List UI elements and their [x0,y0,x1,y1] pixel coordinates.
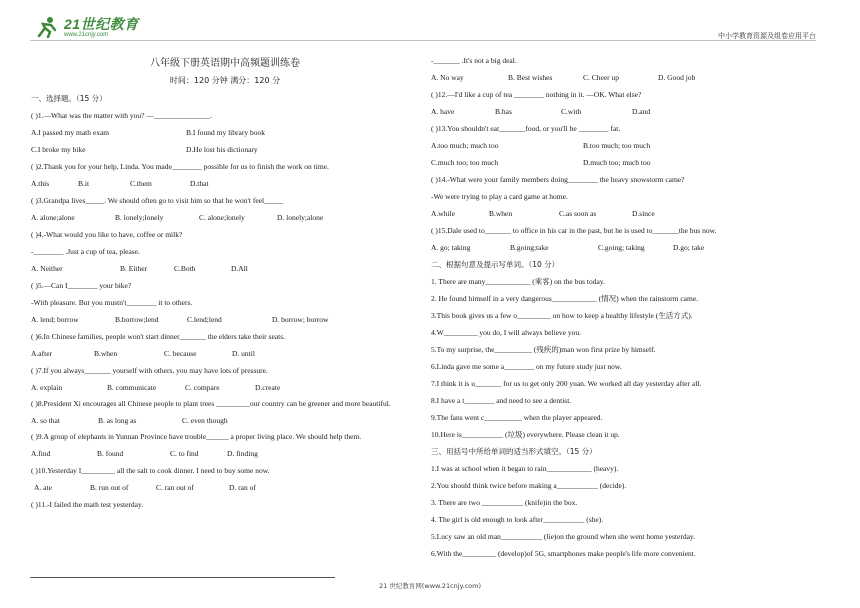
option: D.go; take [673,243,705,252]
option: C. because [164,349,197,358]
option: D.since [632,209,655,218]
option: C. to find [170,449,199,458]
option: C. Cheer up [583,73,620,82]
options [31,141,419,158]
options [431,205,823,222]
options [431,137,823,154]
options [31,209,419,226]
question: ( )6.In Chinese families, people won't start dinner_______ the elders take their seats. [31,332,285,341]
option: D. lonely;alone [277,213,324,222]
fill-item: 9.The fans went c__________ when the player appeared. [431,413,603,422]
option: B. Either [120,264,148,273]
question: ( )11.-I failed the math test yesterday. [31,500,144,509]
fill-item: 2.You should think twice before making a___________ (decide). [431,481,627,490]
question: ( )14.-What were your family members doing________ the heavy snowstorm came? [431,175,685,184]
options [31,260,419,277]
question-reply: -_______ .It's not a big deal. [431,56,517,65]
option: B. run out of [90,483,129,492]
option: B.when [94,349,118,358]
option: B.when [489,209,513,218]
fill-item: 2. He found himself in a very dangerous____________ (情况) when the rainstorm came. [431,294,699,303]
options [31,124,419,141]
option: D.and [632,107,651,116]
option: A. Neither [31,264,63,273]
question-reply: -We were trying to play a card game at home. [431,192,568,201]
option: B.too much; too much [583,141,651,150]
option: C.going; taking [598,243,645,252]
platform-name: 中小学教育资源及组卷应用平台 [718,32,816,40]
option: D.He lost his dictionary [186,145,258,154]
option: A. explain [31,383,63,392]
brand-url: www.21cnjy.com [64,31,109,38]
option: C.much too; too much [431,158,499,167]
option: C. even though [182,416,228,425]
question: ( )4.-What would you like to have, coffee or milk? [31,230,183,239]
brand-name: 21世纪教育 [64,15,139,32]
option: C. ran out of [156,483,194,492]
option: B. Best wishes [508,73,553,82]
options [31,175,419,192]
question: ( )1.—What was the matter with you? —_______________. [31,111,213,120]
fill-item: 4.W_________ you do, I will always believe you. [431,328,581,337]
option: C.with [561,107,582,116]
fill-item: 1.I was at school when it began to rain____________ (heavy). [431,464,619,473]
options [431,69,823,86]
fill-item: 7.I think it is u_______ for us to get only 200 yuan. We worked all day yesterday after all. [431,379,702,388]
fill-item: 5.To my surprise, the__________ (残疾的)man won first prize by himself. [431,345,656,354]
question: ( )7.If you always_______ yourself with others, you may have lots of pressure. [31,366,268,375]
option: C.I broke my bike [31,145,86,154]
option: A. lend; borrow [31,315,79,324]
option: D. finding [227,449,258,458]
question-reply: -________ .Just a cup of tea, please. [31,247,140,256]
footer-text: 21 世纪教育网(www.21cnjy.com) [379,582,481,590]
option: D. ran of [229,483,256,492]
question: ( )15.Dale used to_______ to office in his car in the past, but he is used to_______the bus now. [431,226,717,235]
option: D.create [255,383,281,392]
option: B. found [97,449,124,458]
section-heading: 三、用括号中所给单词的适当形式填空。（15 分） [431,447,597,456]
paper-meta: 时间：120 分钟 满分：120 分 [169,76,281,85]
option: C. compare [185,383,220,392]
option: A.I passed my math exam [31,128,110,137]
fill-item: 6.Linda gave me some a________ on my future study just now. [431,362,622,371]
option: A. ate [34,483,52,492]
option: B. as long as [98,416,137,425]
option: A. have [431,107,455,116]
option: B. lonely;lonely [115,213,164,222]
option: D.that [190,179,209,188]
option: A.while [431,209,455,218]
site-logo [34,16,139,38]
options [31,445,419,462]
option: A. No way [431,73,464,82]
option: C.Both [174,264,196,273]
option: A.find [31,449,51,458]
fill-item: 1. There are many____________ (乘客) on the bus today. [431,277,605,286]
option: B.borrow;lend [115,315,159,324]
fill-item: 3.This book gives us a few o_________ on how to keep a healthy lifestyle (生活方式). [431,311,693,320]
question: ( )5.—Can I________ your bike? [31,281,132,290]
options [31,345,419,362]
question: ( )2.Thank you for your help, Linda. You made________ possible for us to finish the work on time. [31,162,329,171]
left-column [31,52,419,513]
fill-item: 10.Here is___________ (垃圾) everywhere. Please clean it up. [431,430,620,439]
option: A. go; taking [431,243,471,252]
options [431,154,823,171]
option: D. until [232,349,255,358]
question: ( )3.Grandpa lives_____. We should often go to visit him so that he won't feel_____ [31,196,283,205]
fill-item: 5.Lucy saw an old man___________ (lie)on the ground when she went home yesterday. [431,532,696,541]
fill-item: 8.I have a t________ and need to see a dentist. [431,396,572,405]
option: C.lend;lend [187,315,222,324]
question: ( )9.A group of elephants in Yunnan Province have trouble______ a proper living place. We should help them. [31,432,362,441]
option: B.has [495,107,512,116]
option: D.All [231,264,248,273]
option: D.much too; much too [583,158,651,167]
option: B.I found my library book [186,128,265,137]
fill-item: 4. The girl is old enough to look after___________ (she). [431,515,604,524]
options [31,379,419,396]
option: A.too much; much too [431,141,499,150]
option: D. Good job [658,73,696,82]
option: D. borrow; borrow [272,315,329,324]
option: B.going;take [510,243,549,252]
header-divider [30,40,816,41]
runner-logo-icon [34,16,60,38]
question: ( )13.You shouldn't eat_______food, or you'll be ________ fat. [431,124,621,133]
options [31,479,419,496]
question-reply: -With pleasure. But you mustn't________ it to others. [31,298,193,307]
fill-item: 6.With the_________ (develop)of 5G, smartphones make people's life more convenient. [431,549,696,558]
question: ( )8.President Xi encourages all Chinese people to plant trees _________our country can be greener and more beautiful. [31,399,391,408]
option: A.after [31,349,53,358]
option: B.it [78,179,90,188]
section-heading: 二、根据句意及提示写单词。（10 分） [431,260,560,269]
option: A. alone;alone [31,213,75,222]
fill-item: 3. There are two ___________ (knife)in the box. [431,498,578,507]
footer-divider [30,577,335,578]
option: C. alone;lonely [199,213,245,222]
option: C.as soon as [559,209,597,218]
options [31,412,419,429]
question: ( )10.Yesterday I_________ all the salt to cook dinner. I need to buy some now. [31,466,270,475]
section-heading: 一、选择题。（15 分） [31,94,107,103]
question: ( )12.—I'd like a cup of tea ________ nothing in it. —OK. What else? [431,90,642,99]
right-column [431,52,823,562]
option: A.this [31,179,50,188]
options [431,239,823,256]
option: A. so that [31,416,60,425]
option: C.them [130,179,152,188]
options [31,311,419,328]
paper-title: 八年级下册英语期中高频题训练卷 [150,58,300,69]
option: B. communicate [107,383,157,392]
options [431,103,823,120]
